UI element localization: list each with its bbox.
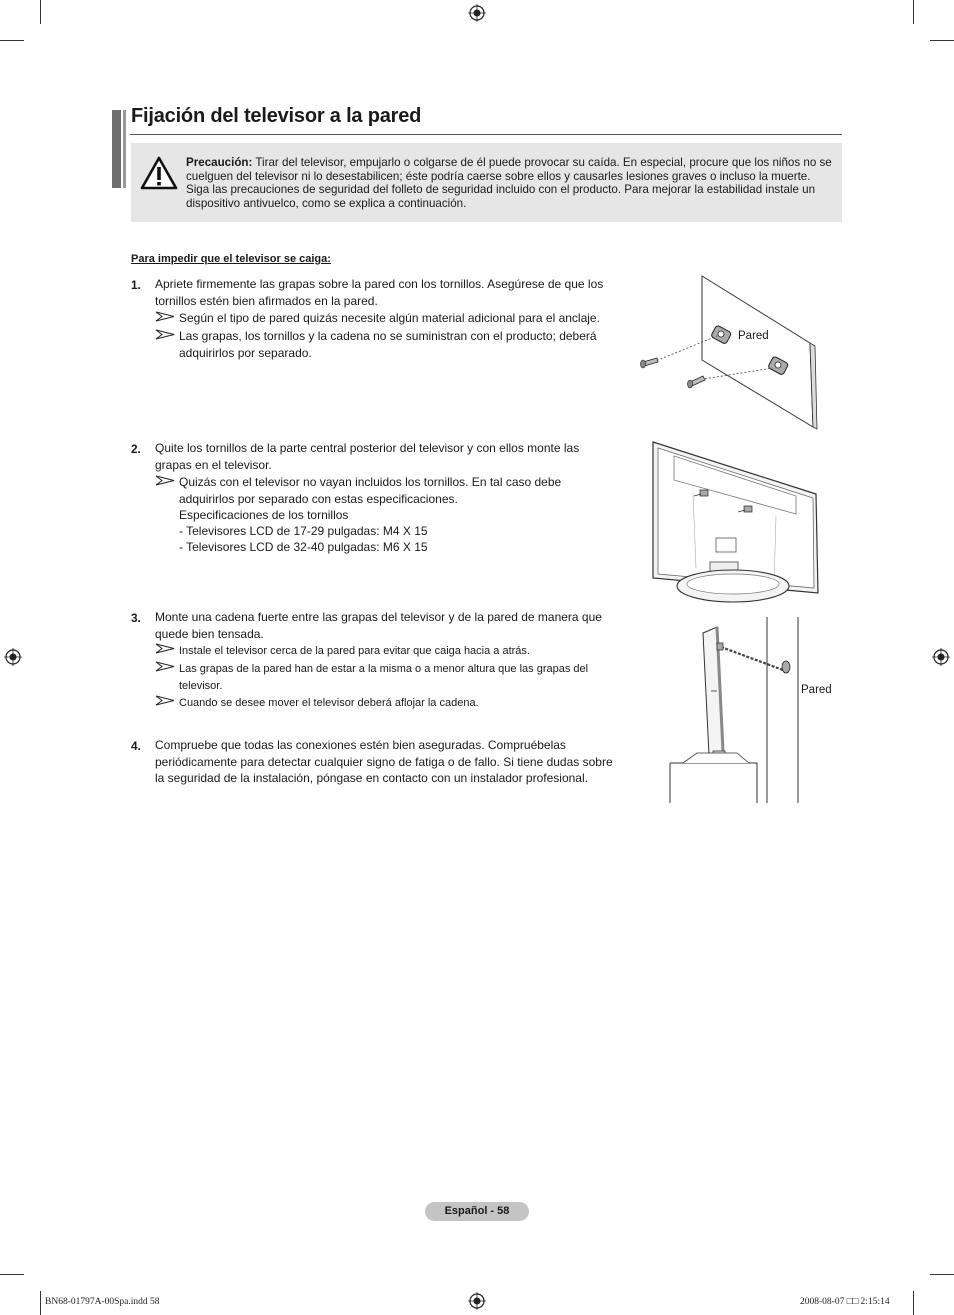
note-text: Cuando se desee mover el televisor deberá aflojar la cadena. — [179, 697, 479, 709]
wall-label: Pared — [738, 330, 769, 342]
spec-line: Especificaciones de los tornillos — [179, 508, 349, 522]
crop-mark — [913, 1291, 914, 1315]
warning-triangle-icon — [140, 156, 178, 191]
wall-bracket-icon — [782, 661, 790, 673]
note — [155, 695, 625, 712]
step-number: 1. — [131, 278, 141, 292]
step-text — [155, 609, 625, 642]
step-text-line: quede bien tensada. — [155, 626, 264, 641]
step-text — [155, 440, 625, 473]
crop-mark — [40, 0, 41, 24]
crop-mark — [930, 1274, 954, 1275]
note-text: televisor. — [179, 679, 223, 692]
note-text: adquirirlos por separado con estas especificaciones. — [179, 491, 458, 506]
note-text: Instale el televisor cerca de la pared para evitar que caiga hacia a atrás. — [179, 645, 530, 657]
step-text-line: grapas en el televisor. — [155, 457, 272, 472]
step-number: 2. — [131, 442, 141, 456]
step-number: 4. — [131, 739, 141, 753]
note — [155, 310, 625, 327]
step-text-line: Apriete firmemente las grapas sobre la pared con los tornillos. Asegúrese de que los — [155, 277, 604, 291]
title-side-bar-thin — [123, 110, 126, 188]
subheading: Para impedir que el televisor se caiga: — [131, 253, 331, 265]
note-text: Las grapas, los tornillos y la cadena no se suministran con el producto; deberá — [179, 329, 597, 343]
tv-rear-figure — [648, 438, 820, 608]
side-wall-label: Pared — [801, 684, 832, 696]
spec-line: - Televisores LCD de 32-40 pulgadas: M6 X 15 — [179, 540, 428, 554]
caution-label: Precaución: — [186, 156, 253, 169]
page-title: Fijación del televisor a la pared — [131, 105, 422, 127]
step-text-line: periódicamente para detectar cualquier signo de fatiga o de fallo. Si tiene dudas sobre — [155, 754, 613, 769]
date-slug: 2008-08-07 □□ 2:15:14 — [800, 1297, 890, 1307]
note-text: adquirirlos por separado. — [179, 345, 312, 360]
tv-bracket-icon — [717, 643, 723, 650]
spec-line: - Televisores LCD de 17-29 pulgadas: M4 X 15 — [179, 524, 428, 538]
note-arrow-icon — [155, 328, 175, 345]
title-side-bar — [112, 110, 121, 188]
step-text-line: Compruebe que todas las conexiones estén bien aseguradas. Compruébelas — [155, 738, 566, 752]
page-number-pill: Español - 58 — [425, 1202, 529, 1221]
note-text: Según el tipo de pared quizás necesite algún material adicional para el anclaje. — [179, 311, 600, 325]
tv-bracket-icon — [744, 506, 752, 512]
note-text: Las grapas de la pared han de estar a la misma o a menor altura que las grapas del — [179, 663, 589, 675]
crop-mark — [913, 0, 914, 24]
step-text-line: Quite los tornillos de la parte central posterior del televisor y con ellos monte las — [155, 441, 580, 455]
step-number: 3. — [131, 611, 141, 625]
tv-bracket-icon — [700, 490, 708, 496]
caution-text — [186, 156, 836, 210]
registration-mark-icon — [4, 648, 22, 666]
note — [155, 474, 625, 507]
file-slug: BN68-01797A-00Spa.indd 58 — [45, 1297, 160, 1307]
screw-icon — [641, 358, 659, 368]
step-text-line: tornillos estén bien afirmados en la pared. — [155, 293, 378, 308]
step-text-line: la seguridad de la instalación, póngase en contacto con un instalador profesional. — [155, 771, 588, 785]
tv-side-chain-figure — [665, 615, 810, 805]
screw-icon — [688, 376, 706, 388]
note-arrow-icon — [155, 643, 175, 660]
step-text — [155, 276, 625, 309]
crop-mark — [0, 40, 24, 41]
note-arrow-icon — [155, 310, 175, 327]
registration-mark-icon — [468, 1292, 486, 1310]
crop-mark — [930, 40, 954, 41]
note — [155, 328, 625, 361]
wall-bracket-figure — [635, 272, 820, 432]
note — [155, 643, 625, 660]
title-rule — [130, 134, 842, 135]
crop-mark — [40, 1291, 41, 1315]
step-text — [155, 737, 625, 787]
note-arrow-icon — [155, 661, 175, 678]
note — [155, 661, 625, 694]
step-text-line: Monte una cadena fuerte entre las grapas del televisor y de la pared de manera que — [155, 610, 602, 624]
note-arrow-icon — [155, 474, 175, 491]
caution-body: Tirar del televisor, empujarlo o colgarse de él puede provocar su caída. En especial, procure que los niños no se cuelguen del televisor ni lo desestabilicen; éste podría caerse sobre ellos y causarles lesiones graves o incluso la muerte. Siga las precauciones de seguridad del folleto de seguridad incluido con el producto. Para mejorar la estabilidad instale un dispositivo antivuelco, como se explica a continuación. — [186, 156, 832, 210]
note-text: Quizás con el televisor no vayan incluidos los tornillos. En tal caso debe — [179, 475, 562, 489]
registration-mark-icon — [468, 4, 486, 22]
note-arrow-icon — [155, 695, 175, 712]
crop-mark — [0, 1274, 24, 1275]
registration-mark-icon — [932, 648, 950, 666]
